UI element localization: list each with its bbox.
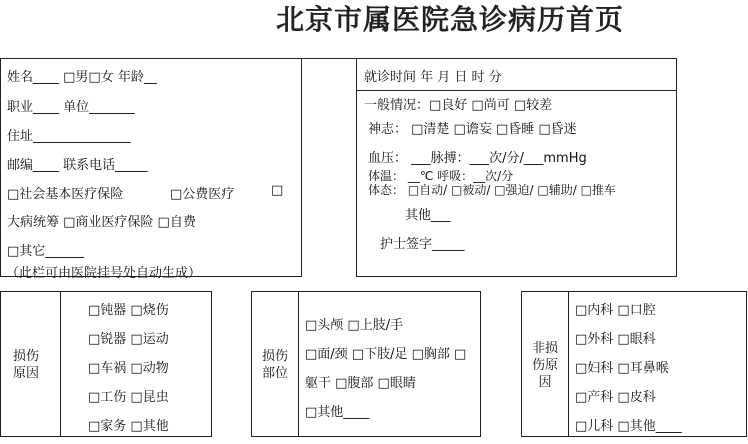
- injury-cause-option-row[interactable]: □钝器 □烧伤: [88, 303, 169, 318]
- postcode-phone-field[interactable]: 邮编____ 联系电话_____: [7, 158, 148, 173]
- injury-cause-label: 损伤 原因: [12, 349, 39, 381]
- injury-site-divider: [298, 291, 299, 437]
- visit-divider: [356, 90, 677, 91]
- injury-cause-divider: [60, 291, 61, 437]
- non-injury-label: 非损 伤原 因: [531, 341, 558, 390]
- visit-time-field[interactable]: 就诊时间 年 月 日 时 分: [364, 70, 502, 85]
- injury-cause-option-row[interactable]: □工伤 □昆虫: [88, 390, 169, 405]
- nurse-signature-field[interactable]: 护士签字_____: [380, 237, 465, 252]
- insurance-options[interactable]: 大病统筹 □商业医疗保险 □自费: [7, 215, 196, 230]
- non-injury-option-row[interactable]: □妇科 □耳鼻喉: [575, 361, 669, 376]
- temperature-respiration-field[interactable]: 体温： __℃ 呼吸：__次/分: [368, 169, 514, 183]
- blood-pressure-pulse-field[interactable]: 血压： ___脉搏：___次/分/___mmHg: [368, 151, 587, 166]
- auto-generate-note: （此栏可由医院挂号处自动生成）: [6, 266, 202, 281]
- injury-cause-option-row[interactable]: □家务 □其他: [88, 419, 169, 434]
- page-title: 北京市属医院急诊病历首页: [275, 3, 624, 36]
- injury-cause-option-row[interactable]: □车祸 □动物: [88, 361, 169, 376]
- occupation-unit-field[interactable]: 职业____ 单位_______: [7, 100, 135, 115]
- injury-site-option-row[interactable]: □面/颈 □下肢/足 □胸部 □: [305, 347, 467, 362]
- injury-site-option-row[interactable]: □其他____: [305, 405, 370, 420]
- visit-other-field[interactable]: 其他___: [405, 208, 451, 223]
- injury-site-option-row[interactable]: □头颅 □上肢/手: [305, 318, 404, 333]
- public-medical-checkbox[interactable]: □公费医疗: [170, 187, 235, 202]
- name-gender-age-field[interactable]: 姓名____ □男□女 年龄__: [7, 70, 157, 85]
- injury-cause-option-row[interactable]: □锐器 □运动: [88, 332, 169, 347]
- extra-checkbox[interactable]: □: [271, 183, 284, 198]
- non-injury-divider: [568, 291, 569, 437]
- non-injury-option-row[interactable]: □产科 □皮科: [575, 390, 656, 405]
- injury-site-label: 损伤 部位: [261, 349, 288, 381]
- consciousness-field[interactable]: 神志： □清楚 □谵妄 □昏睡 □昏迷: [368, 122, 577, 137]
- posture-field[interactable]: 体态： □自动/ □被动/ □强迫/ □辅助/ □推车: [368, 183, 616, 197]
- social-insurance-checkbox[interactable]: □社会基本医疗保险: [7, 187, 124, 202]
- address-field[interactable]: 住址_______________: [7, 129, 131, 144]
- top-connector: [302, 58, 356, 59]
- injury-site-option-row[interactable]: 躯干 □腹部 □眼睛: [305, 376, 416, 391]
- non-injury-option-row[interactable]: □内科 □口腔: [575, 303, 656, 318]
- non-injury-option-row[interactable]: □儿科 □其他____: [575, 419, 682, 434]
- other-payment-field[interactable]: □其它______: [7, 244, 85, 259]
- non-injury-option-row[interactable]: □外科 □眼科: [575, 332, 656, 347]
- general-condition-field[interactable]: 一般情况：□良好 □尚可 □较差: [364, 98, 553, 113]
